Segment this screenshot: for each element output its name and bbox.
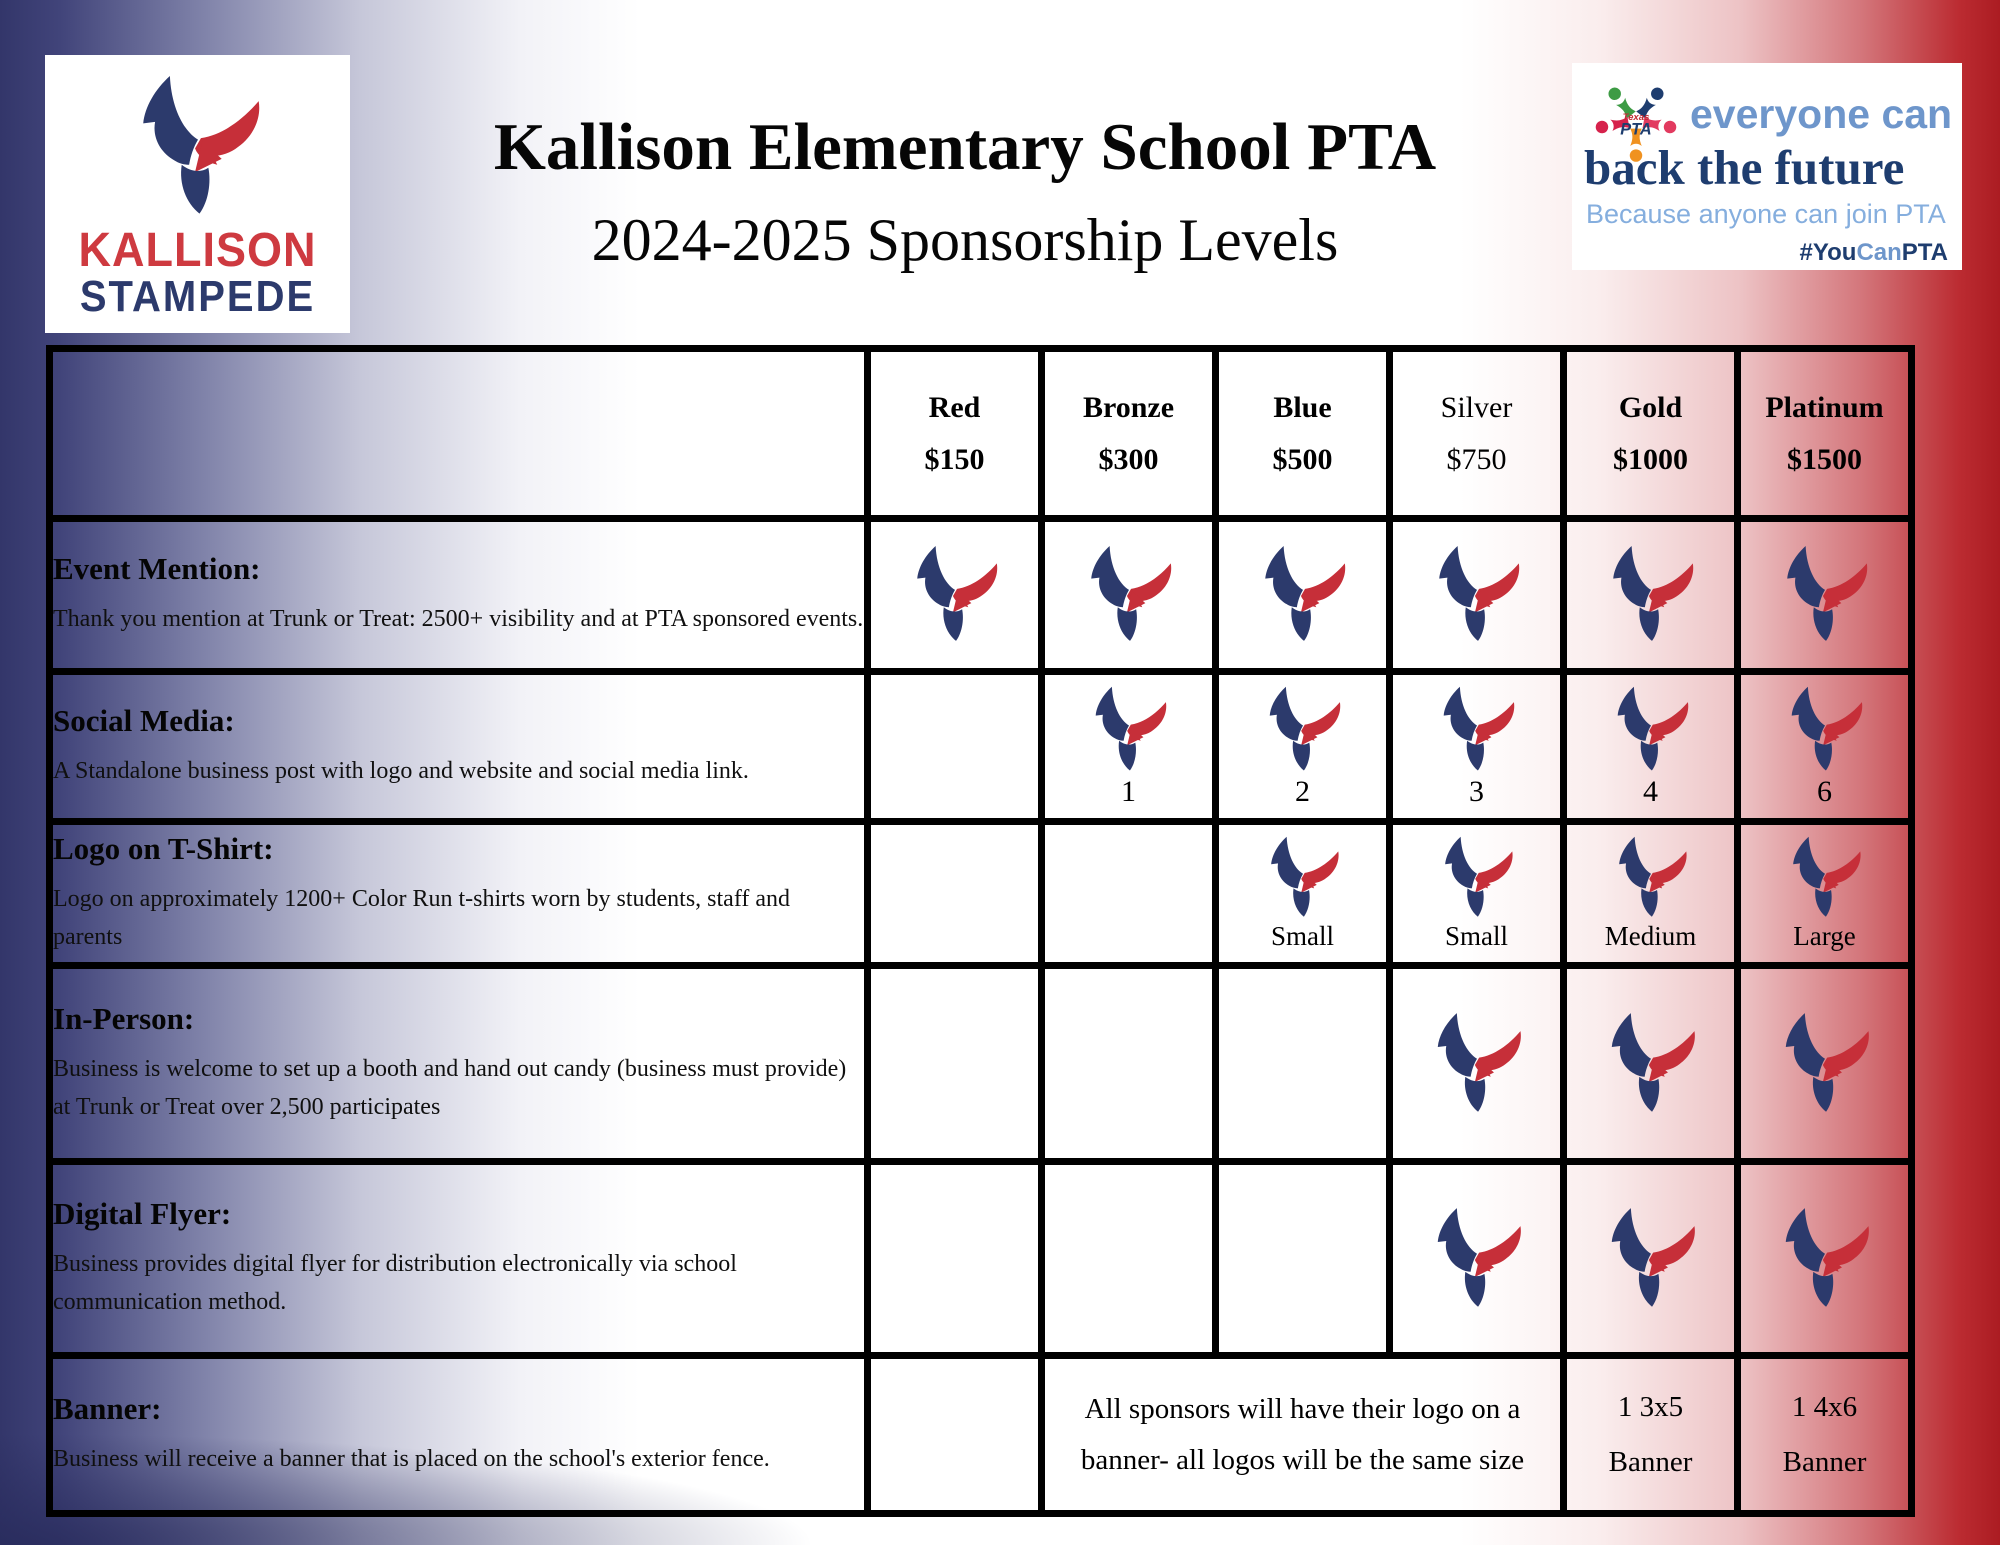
bull-logo-icon [1765, 1206, 1885, 1312]
cell-flyer-red [868, 1162, 1042, 1356]
cell-flyer-blue [1216, 1162, 1390, 1356]
cell-tshirt-gold [1564, 822, 1738, 966]
banner-gold-value [1567, 1391, 1734, 1479]
title-block [360, 112, 1570, 275]
cell-social-bronze [1042, 672, 1216, 822]
row-title: Logo on T-Shirt: [53, 831, 274, 867]
bull-logo-icon [1591, 1206, 1711, 1312]
cell-event-blue [1216, 519, 1390, 672]
banner-word: Banner [1782, 1445, 1867, 1478]
bull-logo-icon [1428, 835, 1526, 921]
row-title: Digital Flyer: [53, 1196, 232, 1232]
row-description: Logo on approximately 1200+ Color Run t-shirts worn by students, staff and parents [53, 886, 791, 950]
bull-logo-icon [1776, 835, 1874, 921]
cell-social-blue [1216, 672, 1390, 822]
row-title: Event Mention: [53, 551, 261, 587]
tier-name: Gold [1618, 390, 1683, 424]
tier-header-row [50, 349, 1912, 519]
cell-social-platinum [1738, 672, 1912, 822]
social-post-count: 4 [1643, 774, 1658, 808]
social-post-count: 3 [1469, 774, 1484, 808]
tier-header-bronze [1042, 349, 1216, 519]
tier-header-silver [1390, 349, 1564, 519]
bull-logo-icon [1765, 1011, 1885, 1117]
cell-event-red [868, 519, 1042, 672]
star-text-pta: PTA [1620, 120, 1652, 139]
bull-logo-icon [897, 544, 1013, 646]
row-label-social-media [50, 672, 868, 822]
sponsorship-table [46, 345, 1915, 1517]
tier-price: $1000 [1613, 442, 1688, 476]
bull-logo-icon [1252, 685, 1354, 775]
hashtag-pta: PTA [1901, 239, 1948, 266]
tshirt-logo-size: Large [1793, 921, 1856, 951]
cell-event-silver [1390, 519, 1564, 672]
tier-price: $150 [924, 442, 985, 476]
row-label-digital-flyer [50, 1162, 868, 1356]
cell-tshirt-platinum [1738, 822, 1912, 966]
tier-name: Red [928, 390, 981, 424]
tier-header-red [868, 349, 1042, 519]
social-post-count: 6 [1817, 774, 1832, 808]
row-logo-tshirt [50, 822, 1912, 966]
cell-banner-shared-note [1042, 1356, 1564, 1514]
header-spacer [50, 349, 868, 519]
bull-logo-icon [1602, 835, 1700, 921]
tier-header-blue [1216, 349, 1390, 519]
tier-price: $750 [1446, 442, 1507, 476]
bull-logo-icon [1600, 685, 1702, 775]
bull-logo-icon [1593, 544, 1709, 646]
star-text-texas: Texas [1622, 112, 1650, 124]
tshirt-logo-size: Medium [1604, 921, 1697, 951]
banner-shared-note: All sponsors will have their logo on a banner- all logos will be the same size [1080, 1392, 1525, 1476]
banner-word: Banner [1608, 1445, 1693, 1478]
tier-name: Platinum [1765, 390, 1884, 424]
social-post-count: 1 [1121, 774, 1136, 808]
page-title: Kallison Elementary School PTA [493, 110, 1437, 184]
team-name-stampede: STAMPEDE [79, 273, 316, 321]
team-name-kallison: KALLISON [78, 221, 317, 278]
cell-banner-gold [1564, 1356, 1738, 1514]
cell-tshirt-blue [1216, 822, 1390, 966]
cell-inperson-bronze [1042, 966, 1216, 1162]
bull-logo-icon [1591, 1011, 1711, 1117]
row-description: Business is welcome to set up a booth and hand out candy (business must provide) at Trunk or Treat over 2,500 participates [53, 1056, 847, 1120]
cell-inperson-gold [1564, 966, 1738, 1162]
row-digital-flyer [50, 1162, 1912, 1356]
row-in-person [50, 966, 1912, 1162]
row-label-in-person [50, 966, 868, 1162]
cell-social-silver [1390, 672, 1564, 822]
bull-logo-icon [1245, 544, 1361, 646]
tier-header-platinum [1738, 349, 1912, 519]
bull-logo-icon [1071, 544, 1187, 646]
texas-pta-badge-card [1572, 63, 1962, 270]
tier-name: Bronze [1082, 390, 1175, 424]
cell-flyer-gold [1564, 1162, 1738, 1356]
row-label-banner [50, 1356, 868, 1514]
bull-logo-icon [1419, 544, 1535, 646]
banner-size: 1 4x6 [1791, 1390, 1858, 1423]
cell-tshirt-silver [1390, 822, 1564, 966]
row-description: Thank you mention at Trunk or Treat: 2500+ visibility and at PTA sponsored events. [53, 606, 864, 633]
tier-name: Silver [1440, 390, 1513, 424]
pta-slogan-line2: back the future [1584, 140, 1905, 195]
cell-banner-red [868, 1356, 1042, 1514]
bull-logo-icon [1774, 685, 1876, 775]
cell-inperson-red [868, 966, 1042, 1162]
row-description: Business provides digital flyer for distribution electronically via school communication method. [53, 1251, 737, 1315]
row-event-mention [50, 519, 1912, 672]
bull-logo-icon [1254, 835, 1352, 921]
cell-event-gold [1564, 519, 1738, 672]
hashtag-can: Can [1856, 239, 1902, 266]
banner-platinum-value [1741, 1391, 1908, 1479]
tier-header-gold [1564, 349, 1738, 519]
hashtag-you: #You [1799, 239, 1857, 266]
cell-tshirt-red [868, 822, 1042, 966]
cell-event-platinum [1738, 519, 1912, 672]
tier-name: Blue [1273, 390, 1332, 424]
cell-inperson-blue [1216, 966, 1390, 1162]
page-subtitle: 2024-2025 Sponsorship Levels [591, 207, 1339, 274]
social-post-count: 2 [1295, 774, 1310, 808]
cell-flyer-platinum [1738, 1162, 1912, 1356]
tshirt-logo-size: Small [1444, 921, 1508, 951]
row-title: Banner: [53, 1390, 162, 1426]
bull-logo-icon [1426, 685, 1528, 775]
tier-price: $1500 [1787, 442, 1862, 476]
cell-social-gold [1564, 672, 1738, 822]
row-banner [50, 1356, 1912, 1514]
bull-logo-icon [114, 73, 282, 221]
bull-logo-icon [1078, 685, 1180, 775]
cell-banner-platinum [1738, 1356, 1912, 1514]
cell-flyer-bronze [1042, 1162, 1216, 1356]
tier-price: $300 [1098, 442, 1159, 476]
bull-logo-icon [1767, 544, 1883, 646]
row-description: Business will receive a banner that is placed on the school's exterior fence. [53, 1445, 770, 1472]
pta-hashtag [1800, 239, 1948, 267]
row-label-event-mention [50, 519, 868, 672]
pta-slogan-line1: everyone can [1690, 91, 1953, 137]
row-social-media [50, 672, 1912, 822]
pta-slogan-line3: Because anyone can join PTA [1586, 199, 1946, 229]
kallison-stampede-logo-card [45, 55, 350, 333]
cell-flyer-silver [1390, 1162, 1564, 1356]
tier-price: $500 [1272, 442, 1333, 476]
row-title: In-Person: [53, 1001, 195, 1037]
row-description: A Standalone business post with logo and website and social media link. [53, 757, 749, 784]
cell-tshirt-bronze [1042, 822, 1216, 966]
cell-inperson-platinum [1738, 966, 1912, 1162]
tshirt-logo-size: Small [1270, 921, 1334, 951]
cell-social-red [868, 672, 1042, 822]
cell-inperson-silver [1390, 966, 1564, 1162]
bull-logo-icon [1417, 1011, 1537, 1117]
row-title: Social Media: [53, 702, 235, 738]
bull-logo-icon [1417, 1206, 1537, 1312]
cell-event-bronze [1042, 519, 1216, 672]
row-label-logo-tshirt [50, 822, 868, 966]
banner-size: 1 3x5 [1617, 1390, 1684, 1423]
